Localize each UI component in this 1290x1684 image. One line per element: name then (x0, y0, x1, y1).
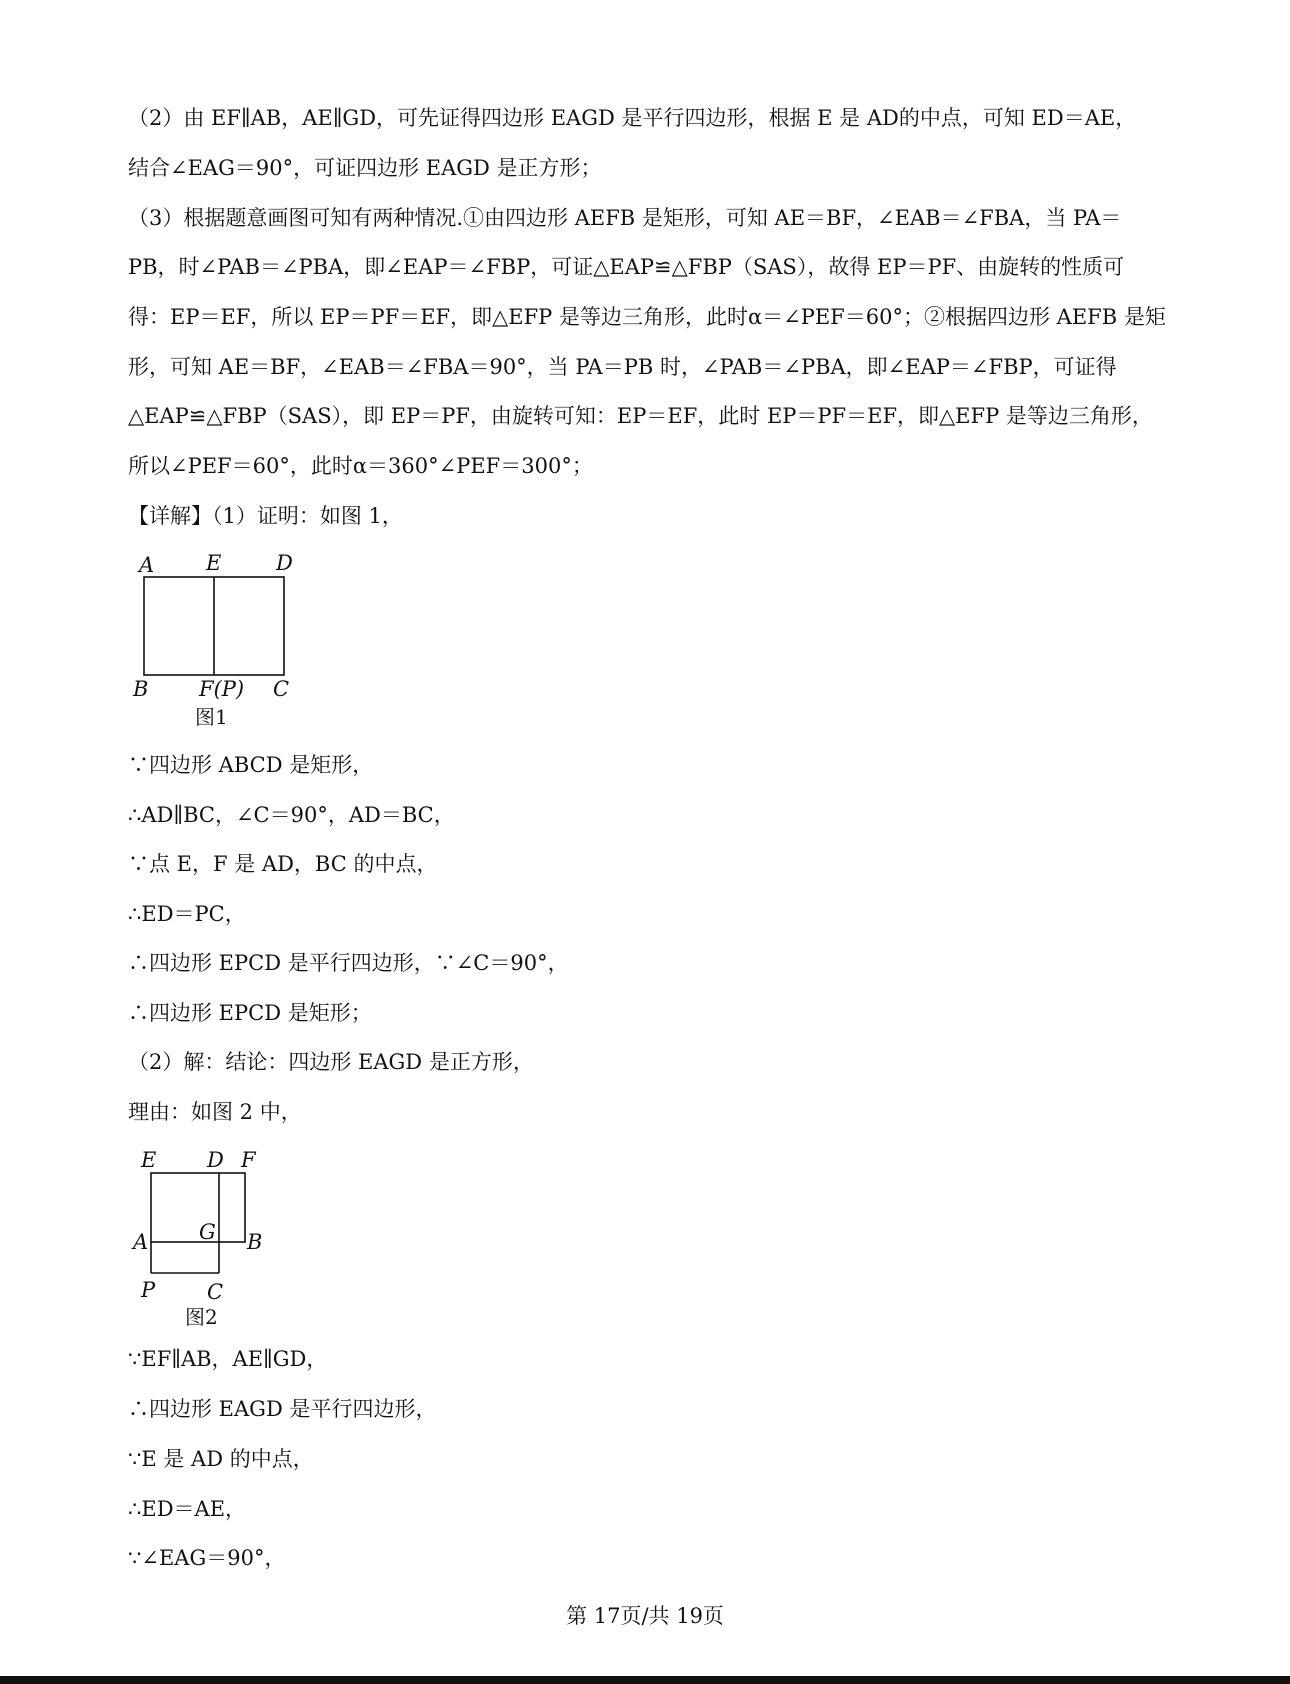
figure-caption: 图2 (185, 1305, 218, 1328)
text-line: ∴四边形 EAGD 是平行四边形， (128, 1397, 437, 1421)
text-line: 结合∠EAG＝90°，可证四边形 EAGD 是正方形； (128, 156, 602, 180)
label-p: P (141, 1278, 156, 1302)
text-line: ∴四边形 EPCD 是平行四边形，∵∠C＝90°， (128, 951, 569, 975)
text-line: ∵E 是 AD 的中点， (128, 1447, 314, 1471)
label-c: C (207, 1280, 224, 1304)
text-line: ∵EF∥AB，AE∥GD， (128, 1347, 328, 1371)
label-a: A (139, 553, 155, 577)
text-line: ∴AD∥BC，∠C＝90°，AD＝BC， (128, 803, 455, 827)
label-b: B (247, 1230, 263, 1254)
label-c: C (273, 677, 290, 701)
text-line: ∴ED＝PC， (128, 902, 246, 926)
bottom-edge (0, 1676, 1290, 1684)
text-line: （2）解：结论：四边形 EAGD 是正方形， (128, 1050, 534, 1074)
label-e: E (141, 1148, 157, 1172)
text-line: △EAP≌△FBP（SAS），即 EP＝PF，由旋转可知：EP＝EF，此时 EP＝PF＝EF，即△EFP 是等边三角形， (128, 404, 1153, 428)
rectangle-efba (151, 1173, 245, 1242)
figure-2 (125, 1143, 285, 1332)
text-line: ∴ED＝AE， (128, 1497, 247, 1521)
text-line: 形，可知 AE＝BF，∠EAB＝∠FBA＝90°，当 PA＝PB 时，∠PAB＝∠PBA，即∠EAP＝∠FBP，可证得 (128, 355, 1117, 379)
text-line: PB，时∠PAB＝∠PBA，即∠EAP＝∠FBP，可证△EAP≌△FBP（SAS），故得 EP＝PF、由旋转的性质可 (128, 255, 1125, 279)
label-d: D (276, 551, 293, 575)
text-line: ∵∠EAG＝90°， (128, 1546, 286, 1570)
text-line: ∵点 E，F 是 AD，BC 的中点， (128, 852, 438, 876)
label-e: E (206, 551, 222, 575)
text-line: （3）根据题意画图可知有两种情况.①由四边形 AEFB 是矩形，可知 AE＝BF，∠EAB＝∠FBA，当 PA＝ (128, 206, 1122, 230)
label-d: D (207, 1148, 224, 1172)
label-a: A (133, 1230, 149, 1254)
page-number: 第 17页/共 19页 (566, 1604, 724, 1628)
text-line: ∴四边形 EPCD 是矩形； (128, 1001, 372, 1025)
text-line: 得：EP＝EF，所以 EP＝PF＝EF，即△EFP 是等边三角形，此时α＝∠PEF＝60°；②根据四边形 AEFB 是矩 (128, 305, 1166, 329)
label-g: G (199, 1220, 216, 1244)
text-line: ∵四边形 ABCD 是矩形， (128, 753, 374, 777)
figure-caption: 图1 (195, 705, 228, 729)
figure-1 (125, 548, 325, 737)
label-f: F(P) (199, 677, 245, 701)
label-f: F (241, 1148, 256, 1172)
text-line: 所以∠PEF＝60°，此时α＝360°∠PEF＝300°； (128, 454, 593, 478)
text-line: （2）由 EF∥AB，AE∥GD，可先证得四边形 EAGD 是平行四边形，根据 E 是 AD的中点，可知 ED＝AE， (128, 106, 1137, 130)
text-line: 理由：如图 2 中， (128, 1100, 302, 1124)
label-b: B (133, 677, 149, 701)
text-line: 【详解】（1）证明：如图 1， (128, 504, 403, 528)
